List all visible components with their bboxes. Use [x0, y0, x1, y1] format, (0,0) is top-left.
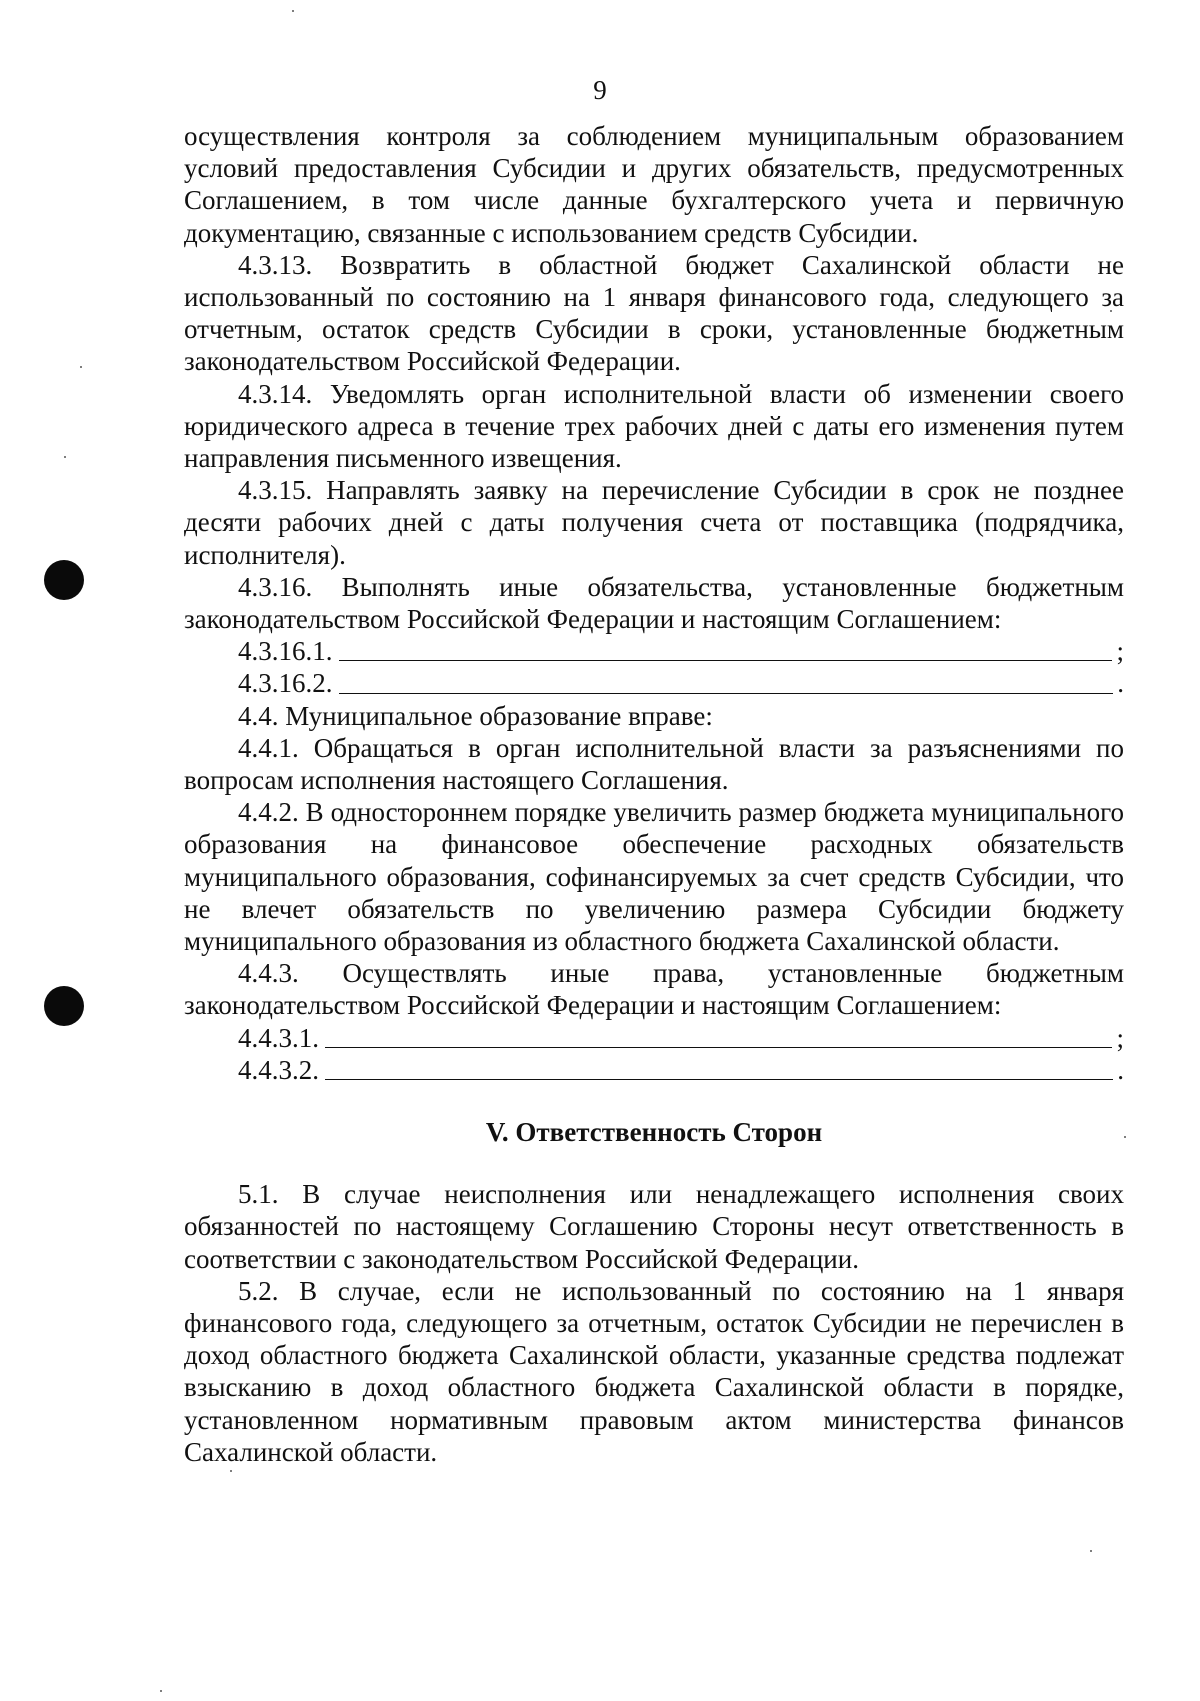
- fill-in-terminator: .: [1117, 1054, 1124, 1085]
- fill-in-line: [184, 1054, 1124, 1086]
- scan-speck: [64, 456, 66, 458]
- punch-hole-lower: [44, 986, 84, 1026]
- paragraph: 5.1. В случае неисполнения или ненадлежащего исполнения своих обязанностей по настоящему Соглашению Стороны несут ответственность в соответствии с законодательством Российской Федерации.: [184, 1179, 1124, 1274]
- scan-speck: [230, 1470, 232, 1472]
- scan-speck: [292, 10, 294, 12]
- paragraph: 4.3.15. Направлять заявку на перечисление Субсидии в срок не позднее десяти рабочих дней с даты получения счета от поставщика (подрядчика, исполнителя).: [184, 475, 1124, 570]
- paragraph: осуществления контроля за соблюдением муниципальным образованием условий предоставления Субсидии и других обязательств, предусмотренных Соглашением, в том числе данные бухгалтерского учета и первичную документацию, связанные с использованием средств Субсидии.: [184, 121, 1124, 248]
- paragraph: 5.2. В случае, если не использованный по состоянию на 1 января финансового года, следующего за отчетным, остаток Субсидии не перечислен в доход областного бюджета Сахалинской области, указанные средства подлежат взысканию в доход областного бюджета Сахалинской области в порядке, установленном нормативным правовым актом министерства финансов Сахалинской области.: [184, 1275, 1124, 1467]
- scan-speck: [1124, 1136, 1126, 1138]
- fill-in-line: [184, 1022, 1124, 1054]
- scan-speck: [160, 1690, 162, 1692]
- fill-in-number: 4.4.3.2.: [238, 1054, 319, 1085]
- paragraph-group: [184, 1178, 1124, 1468]
- fill-in-line: [184, 667, 1124, 699]
- fill-line-group: [184, 635, 1124, 699]
- fill-in-number: 4.3.16.1.: [238, 636, 333, 667]
- blank-underline: [339, 659, 1113, 661]
- fill-in-terminator: ;: [1116, 636, 1124, 667]
- paragraph: 4.4.1. Обращаться в орган исполнительной власти за разъяснениями по вопросам исполнения настоящего Соглашения.: [184, 732, 1124, 796]
- blank-underline: [339, 692, 1114, 694]
- section-heading: V. Ответственность Сторон: [485, 1117, 823, 1148]
- punch-hole-upper: [44, 560, 84, 600]
- paragraph: 4.3.16. Выполнять иные обязательства, установленные бюджетным законодательством Российской Федерации и настоящим Соглашением:: [184, 571, 1124, 635]
- paragraph: 4.4.2. В одностороннем порядке увеличить размер бюджета муниципального образования на финансовое обеспечение расходных обязательств муниципального образования, софинансируемых за счет средств Субсидии, что не влечет обязательств по увеличению размера Субсидии бюджету муниципального образования из областного бюджета Сахалинской области.: [184, 797, 1124, 957]
- fill-in-line: [184, 635, 1124, 667]
- paragraph-group: [184, 120, 1124, 635]
- fill-in-number: 4.3.16.2.: [238, 668, 333, 699]
- fill-in-terminator: .: [1117, 668, 1124, 699]
- scan-speck: [1090, 1550, 1092, 1552]
- blank-underline: [325, 1078, 1113, 1080]
- paragraph: 4.4.3. Осуществлять иные права, установленные бюджетным законодательством Российской Федерации и настоящим Соглашением:: [184, 958, 1124, 1021]
- paragraph: 4.4. Муниципальное образование вправе:: [238, 700, 713, 731]
- scan-speck: [80, 366, 82, 368]
- paragraph: 4.3.13. Возвратить в областной бюджет Сахалинской области не использованный по состоянию на 1 января финансового года, следующего за отчетным, остаток средств Субсидии в сроки, установленные бюджетным законодательством Российской Федерации.: [184, 249, 1124, 377]
- page-number: 9: [593, 75, 607, 105]
- fill-in-number: 4.4.3.1.: [238, 1022, 319, 1053]
- blank-underline: [325, 1046, 1112, 1048]
- document-body: [184, 120, 1124, 1468]
- fill-in-terminator: ;: [1116, 1022, 1124, 1053]
- paragraph-group: [184, 700, 1124, 1022]
- fill-line-group: [184, 1022, 1124, 1086]
- paragraph: 4.3.14. Уведомлять орган исполнительной власти об изменении своего юридического адреса в течение трех рабочих дней с даты его изменения путем направления письменного извещения.: [184, 378, 1124, 474]
